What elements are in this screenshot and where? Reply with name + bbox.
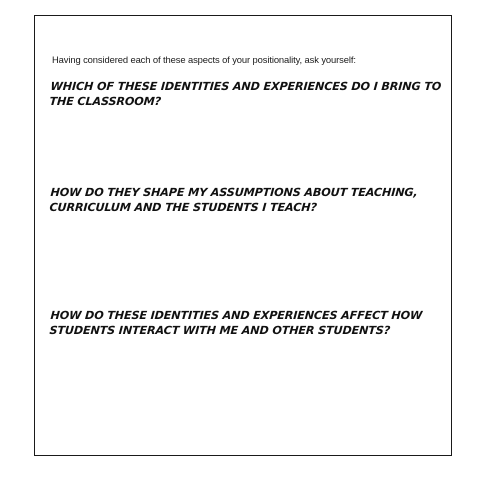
question-identities: WHICH OF THESE IDENTITIES AND EXPERIENCES DO I BRING TO THE CLASSROOM? [49, 80, 442, 108]
intro-text: Having considered each of these aspects of your positionality, ask yourself: [52, 54, 356, 65]
question-interactions: HOW DO THESE IDENTITIES AND EXPERIENCES AFFECT HOW STUDENTS INTERACT WITH ME AND OTHER STUDENTS? [49, 309, 423, 337]
question-assumptions: HOW DO THEY SHAPE MY ASSUMPTIONS ABOUT TEACHING, CURRICULUM AND THE STUDENTS I TEACH? [49, 186, 419, 214]
reflection-card [34, 15, 452, 456]
